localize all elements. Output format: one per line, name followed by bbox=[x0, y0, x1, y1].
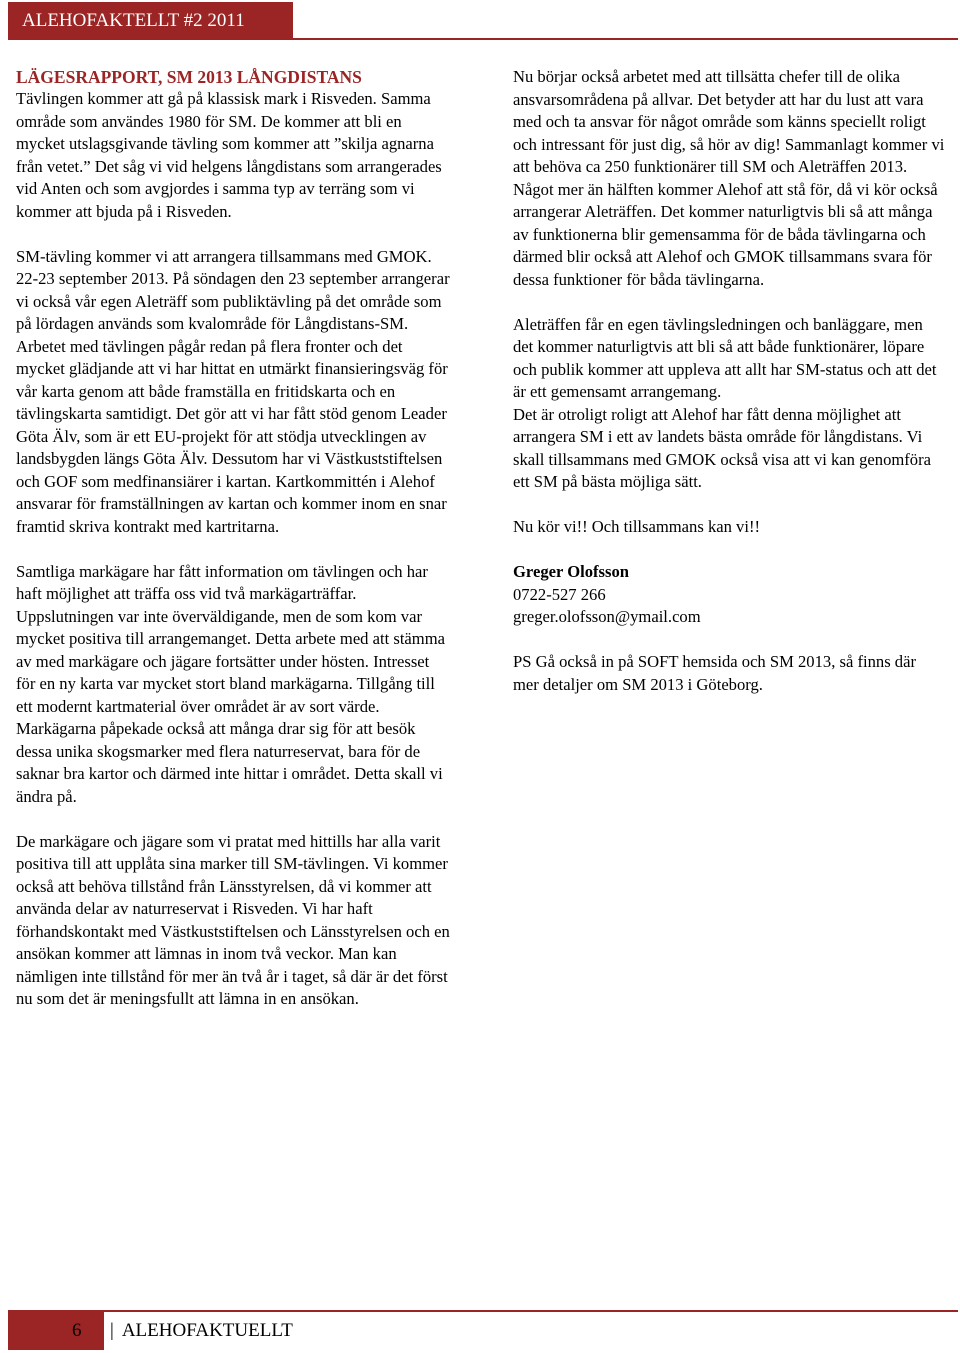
paragraph: Arbetet med tävlingen pågår redan på flera fronter och det mycket glädjande att vi har hittat en utmärkt finansieringsväg för vår karta genom att både framställa en fritidskarta och en tävlingskarta samtidigt. Det gör att vi har fått stöd genom Leader Göta Älv, som är ett EU-projekt för att stödja utvecklingen av landsbygden längs Göta Älv. Dessutom har vi Västkuststiftelsen och GOF som medfinansiärer i kartan. Kartkommittén i Alehof ansvarar för framställningen av kartan och kommer inom en snar framtid skriva kontrakt med kartritarna. bbox=[16, 336, 448, 536]
paragraph: Tävlingen kommer att gå på klassisk mark i Risveden. Samma område som användes 1980 för SM. De kommer att bli en mycket utslagsgivande tävling som kommer att ”skilja agnarna från vetet.” Det såg vi vid helgens långdistans som arrangerades vid Anten och som avgjordes i samma typ av terräng som vi kommer att bjuda på i Risveden. bbox=[16, 89, 442, 221]
author-email: greger.olofsson@ymail.com bbox=[513, 607, 701, 626]
paragraph: Aleträffen får en egen tävlingsledningen och banläggare, men det kommer naturligtvis att bli så att både funktionärer, löpare och publik kommer att uppleva att allt har SM-status och att det är ett gemensamt arrangemang. bbox=[513, 314, 937, 401]
article-title: LÄGESRAPPORT, SM 2013 LÅNGDISTANS bbox=[16, 67, 362, 87]
paragraph: Samtliga markägare har fått information om tävlingen och har haft möjlighet att träffa oss vid två markägarträffar. Uppslutningen var inte överväldigande, men de som kom var mycket positiva till arrangemanget. Detta arbete med att stämma av med markägare och jägare fortsätter under hösten. Intresset för en ny karta var mycket stort bland markägarna. Tillgång till ett modernt kartmaterial över området är av sort värde. Markägarna påpekade också att många drar sig för att besök dessa unika skogsmarker med flera naturreservat, bara för de saknar bra kartor och därmed inte hittar i området. Detta skall vi ändra på. bbox=[16, 561, 445, 806]
footer bbox=[72, 1310, 293, 1350]
header-rule bbox=[293, 38, 958, 40]
page-number: 6 bbox=[72, 1320, 82, 1341]
paragraph: Det är otroligt roligt att Alehof har fått denna möjlighet att arrangera SM i ett av landets bästa område för långdistans. Vi skall tillsammans med GMOK också visa att vi kan genomföra ett SM på bästa möjliga sätt. bbox=[513, 404, 931, 491]
postscript: PS Gå också in på SOFT hemsida och SM 2013, så finns där mer detaljer om SM 2013 i Göteborg. bbox=[513, 652, 916, 694]
paragraph: SM-tävling kommer vi att arrangera tillsammans med GMOK. 22-23 september 2013. På söndagen den 23 september arrangerar vi också vår egen Aleträff som publiktävling på det område som på lördagen används som kvalområde för Långdistans-SM. bbox=[16, 246, 450, 333]
header-title: ALEHOFAKTELLT #2 2011 bbox=[22, 10, 245, 31]
header-banner bbox=[8, 2, 293, 40]
footer-separator: | bbox=[110, 1320, 114, 1341]
right-column bbox=[513, 66, 945, 696]
paragraph: Nu kör vi!! Och tillsammans kan vi!! bbox=[513, 517, 761, 536]
left-column bbox=[16, 66, 450, 1011]
author-name: Greger Olofsson bbox=[513, 562, 629, 581]
paragraph: Nu börjar också arbetet med att tillsätta chefer till de olika ansvarsområdena på allvar. Det betyder att har du lust att vara med och ta ansvar för något område som känns speciellt roligt och intressant för just dig, så hör av dig! Sammanlagt kommer vi att behöva ca 250 funktionärer till SM och Aleträffen 2013. Något mer än hälften kommer Alehof att stå för, då vi kör också arrangerar Aleträffen. Det kommer naturligtvis bli så att många av funktionerna blir gemensamma för de båda tävlingarna och därmed blir också att Alehof och GMOK tillsammans svara för dessa funktioner för båda tävlingarna. bbox=[513, 67, 945, 289]
author-phone: 0722-527 266 bbox=[513, 584, 606, 604]
footer-publication: ALEHOFAKTUELLT bbox=[121, 1320, 293, 1341]
paragraph: De markägare och jägare som vi pratat med hittills har alla varit positiva till att upplåta sina marker till SM-tävlingen. Vi kommer också att behöva tillstånd från Länsstyrelsen, då vi kommer att använda delar av naturreservat i Risveden. Vi har haft förhandskontakt med Västkuststiftelsen och Länsstyrelsen och en ansökan kommer att lämnas in inom två veckor. Man kan nämligen inte tillstånd för mer än två år i taget, så där är det först nu som det är meningsfullt att lämna in en ansökan. bbox=[16, 831, 450, 1008]
